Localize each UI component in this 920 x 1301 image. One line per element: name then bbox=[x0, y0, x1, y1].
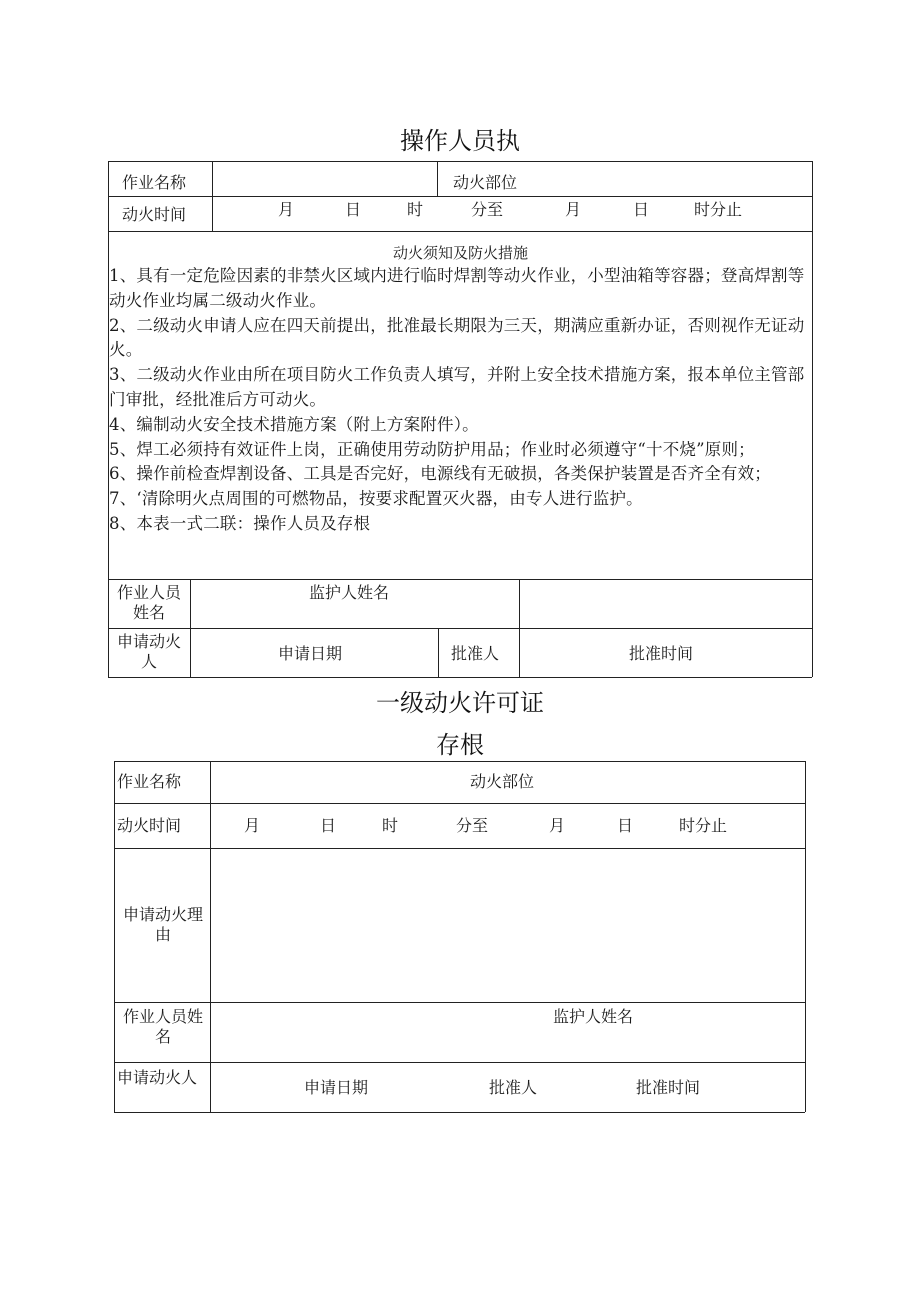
table-border bbox=[108, 161, 812, 162]
work-name-field[interactable] bbox=[213, 163, 436, 195]
note-item: 4、编制动火安全技术措施方案（附上方案附件）。 bbox=[109, 414, 479, 434]
table-border bbox=[114, 1112, 805, 1113]
guardian-name-label-stub: 监护人姓名 bbox=[553, 1007, 634, 1026]
table-border bbox=[114, 761, 805, 762]
time-month-end: 月 bbox=[565, 200, 582, 219]
time-month-end-stub: 月 bbox=[549, 816, 566, 835]
note-item: 8、本表一式二联：操作人员及存根 bbox=[109, 513, 371, 533]
guardian-name-field[interactable] bbox=[520, 581, 810, 626]
approver-label-stub: 批准人 bbox=[489, 1078, 538, 1097]
note-item: 3、二级动火作业由所在项目防火工作负责人填写，并附上安全技术措施方案，报本单位主管部门审批，经批准后方可动火。 bbox=[109, 365, 805, 409]
card2-title: 存根 bbox=[436, 731, 484, 759]
time-hour-start-stub: 时 bbox=[382, 816, 399, 835]
reason-field[interactable] bbox=[212, 850, 804, 1000]
table-border bbox=[114, 1062, 805, 1063]
table-border bbox=[812, 161, 813, 677]
table-border bbox=[114, 803, 805, 804]
time-month-start-stub: 月 bbox=[244, 816, 261, 835]
table-border bbox=[190, 579, 191, 677]
note-item: 6、操作前检查焊割设备、工具是否完好，电源线有无破损，各类保护装置是否齐全有效； bbox=[109, 464, 771, 484]
time-end-stub: 时分止 bbox=[679, 816, 728, 835]
table-border bbox=[108, 628, 812, 629]
time-end: 时分止 bbox=[694, 200, 743, 219]
table-border bbox=[210, 761, 211, 1112]
time-day-end: 日 bbox=[633, 200, 650, 219]
table-border bbox=[108, 579, 812, 580]
time-day-end-stub: 日 bbox=[617, 816, 634, 835]
notes-list bbox=[109, 264, 809, 537]
note-item: 7、‘清除明火点周围的可燃物品，按要求配置灭火器，由专人进行监护。 bbox=[109, 489, 643, 509]
table-border bbox=[108, 196, 812, 197]
table-border bbox=[805, 761, 806, 1112]
work-name-label: 作业名称 bbox=[122, 173, 187, 192]
work-name-label-stub: 作业名称 bbox=[117, 772, 182, 791]
time-day-start-stub: 日 bbox=[320, 816, 337, 835]
table-border bbox=[114, 1002, 805, 1003]
card1-title: 操作人员执 bbox=[400, 127, 520, 155]
worker-name-label-stub: 作业人员姓名 bbox=[122, 1007, 203, 1046]
table-border bbox=[108, 677, 812, 678]
table-border bbox=[438, 628, 439, 677]
reason-label: 申请动火理由 bbox=[122, 905, 203, 944]
time-minute-to: 分至 bbox=[471, 200, 504, 219]
main-title: 一级动火许可证 bbox=[376, 689, 544, 717]
note-item: 1、具有一定危险因素的非禁火区域内进行临时焊割等动火作业，小型油箱等容器；登高焊割等动火作业均属二级动火作业。 bbox=[109, 266, 805, 310]
approve-time-label-stub: 批准时间 bbox=[636, 1078, 701, 1097]
time-month-start: 月 bbox=[278, 200, 295, 219]
time-minute-to-stub: 分至 bbox=[456, 816, 489, 835]
fire-location-field[interactable] bbox=[438, 163, 811, 195]
fire-location-label: 动火部位 bbox=[453, 173, 518, 192]
applicant-label-stub: 申请动火人 bbox=[117, 1068, 198, 1087]
notes-heading: 动火须知及防火措施 bbox=[392, 244, 528, 262]
time-hour-start: 时 bbox=[407, 200, 424, 219]
approver-label: 批准人 bbox=[451, 644, 500, 663]
note-item: 5、焊工必须持有效证件上岗，正确使用劳动防护用品；作业时必须遵守“十不烧”原则； bbox=[109, 439, 755, 459]
worker-name-label: 作业人员姓名 bbox=[116, 583, 181, 622]
table-border bbox=[108, 231, 812, 232]
guardian-name-label: 监护人姓名 bbox=[309, 583, 390, 602]
table-border bbox=[114, 848, 805, 849]
time-day-start: 日 bbox=[345, 200, 362, 219]
note-item: 2、二级动火申请人应在四天前提出，批准最长期限为三天，期满应重新办证，否则视作无证动火。 bbox=[109, 315, 805, 360]
fire-time-label: 动火时间 bbox=[122, 205, 187, 224]
apply-date-label-stub: 申请日期 bbox=[304, 1078, 369, 1097]
approve-time-label: 批准时间 bbox=[629, 644, 694, 663]
table-border bbox=[114, 761, 115, 1112]
applicant-label: 申请动火人 bbox=[116, 632, 181, 671]
apply-date-label: 申请日期 bbox=[278, 644, 343, 663]
fire-time-label-stub: 动火时间 bbox=[117, 816, 182, 835]
fire-location-label-stub: 动火部位 bbox=[470, 772, 535, 791]
